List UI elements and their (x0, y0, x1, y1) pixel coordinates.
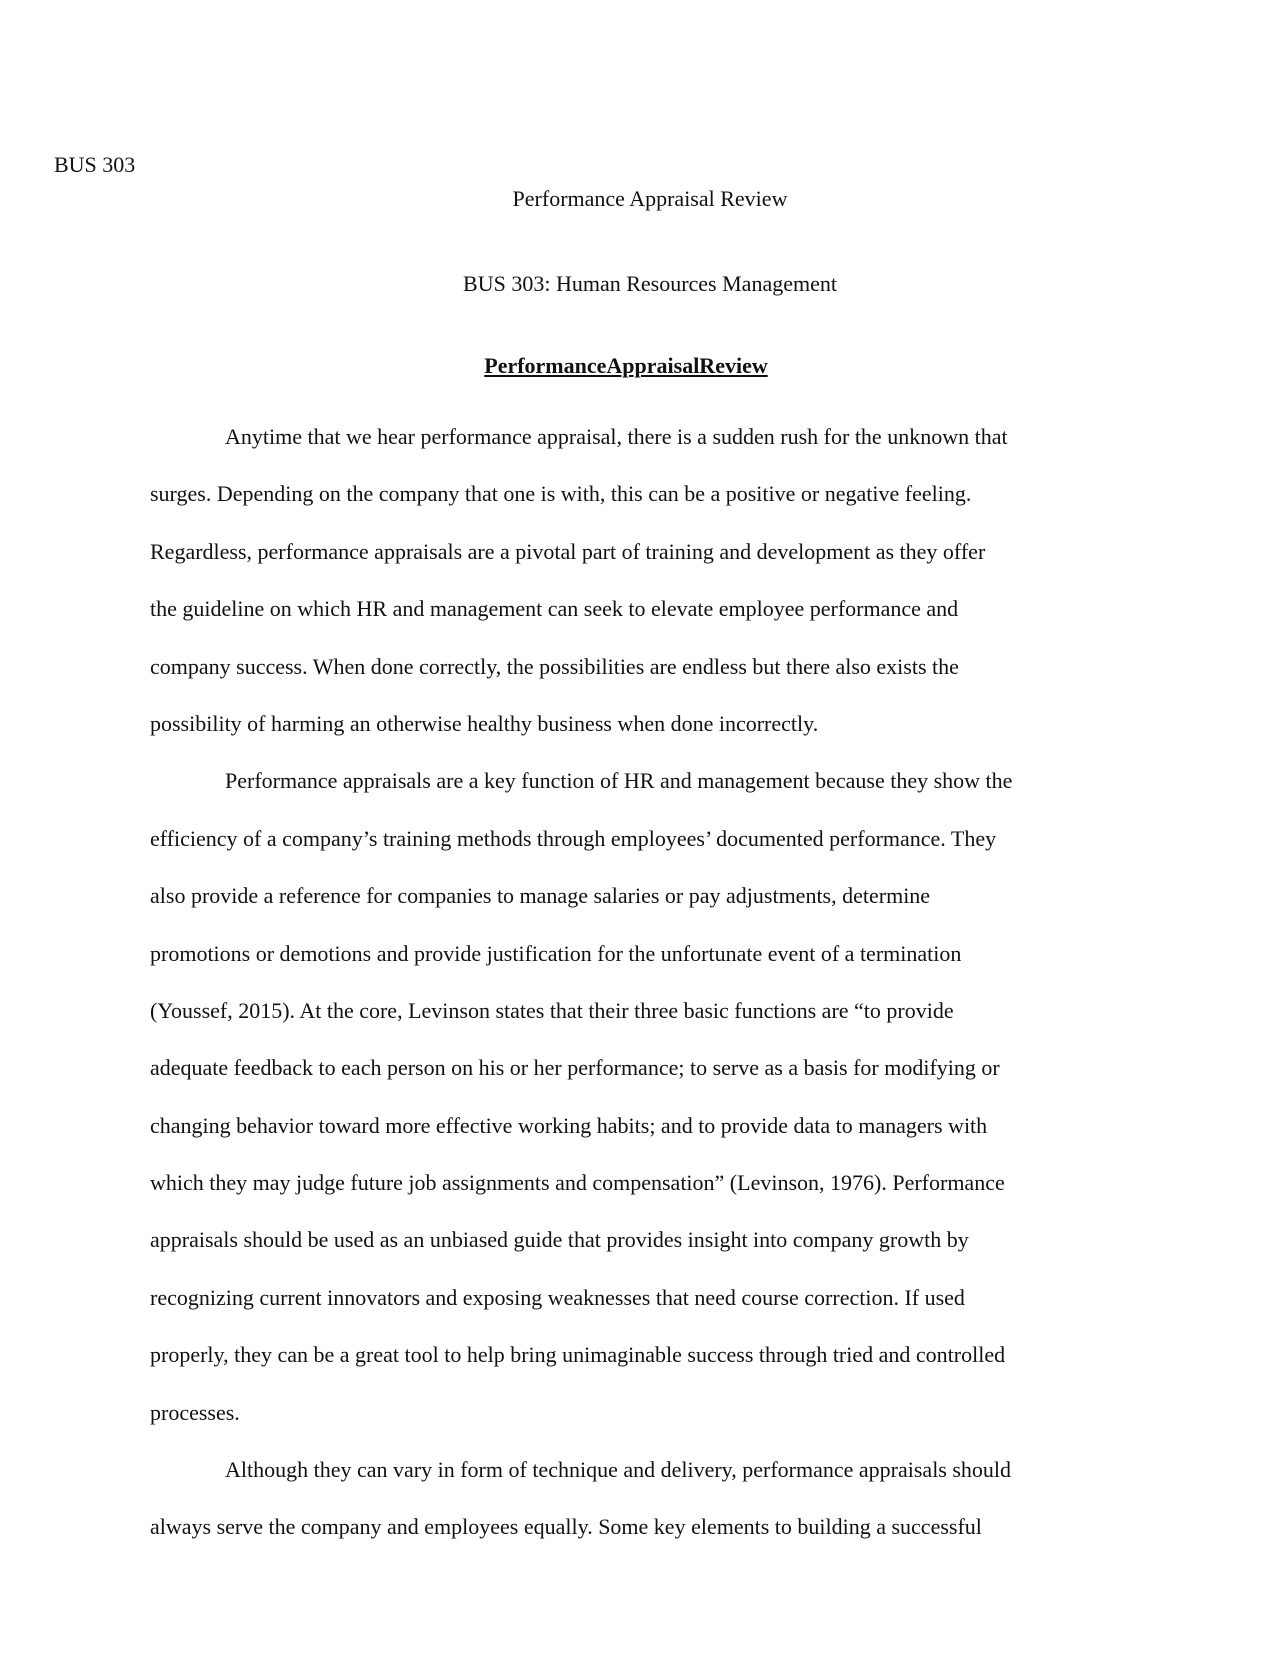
paragraph-3 (150, 1441, 1140, 1556)
paragraph-line: possibility of harming an otherwise healthy business when done incorrectly. (150, 710, 819, 736)
body-text (150, 408, 1140, 1556)
paragraph-line: Regardless, performance appraisals are a pivotal part of training and development as they offer (150, 538, 986, 564)
paragraph-2 (150, 752, 1140, 1441)
paragraph-line: adequate feedback to each person on his or her performance; to serve as a basis for modifying or (150, 1055, 1000, 1081)
section-heading: PerformanceAppraisalReview (484, 353, 768, 378)
paragraph-line: (Youssef, 2015). At the core, Levinson states that their three basic functions are “to provide (150, 997, 954, 1023)
paragraph-line: Performance appraisals are a key function of HR and management because they show the (225, 768, 1013, 794)
course-code-header: BUS 303 (54, 152, 136, 177)
paragraph-line: also provide a reference for companies to manage salaries or pay adjustments, determine (150, 883, 931, 909)
paragraph-line: processes. (150, 1399, 240, 1425)
paragraph-1 (150, 408, 1140, 752)
paragraph-line: company success. When done correctly, the possibilities are endless but there also exists the (150, 653, 959, 679)
paragraph-line: which they may judge future job assignments and compensation” (Levinson, 1976). Performance (150, 1170, 1005, 1196)
paragraph-line: recognizing current innovators and exposing weaknesses that need course correction. If used (150, 1284, 965, 1310)
paragraph-line: Although they can vary in form of technique and delivery, performance appraisals should (225, 1457, 1012, 1483)
paragraph-line: efficiency of a company’s training methods through employees’ documented performance. They (150, 825, 997, 851)
paragraph-line: the guideline on which HR and management can seek to elevate employee performance and (150, 596, 959, 622)
paragraph-line: Anytime that we hear performance appraisal, there is a sudden rush for the unknown that (225, 424, 1008, 449)
paragraph-line: properly, they can be a great tool to help bring unimaginable success through tried and controlled (150, 1342, 1006, 1368)
document-title: Performance Appraisal Review (512, 186, 788, 211)
paragraph-line: surges. Depending on the company that one is with, this can be a positive or negative feeling. (150, 481, 972, 507)
course-title: BUS 303: Human Resources Management (463, 271, 837, 296)
paragraph-line: always serve the company and employees equally. Some key elements to building a successful (150, 1514, 982, 1540)
paragraph-line: appraisals should be used as an unbiased guide that provides insight into company growth by (150, 1227, 969, 1253)
paragraph-line: promotions or demotions and provide justification for the unfortunate event of a termination (150, 940, 962, 966)
paragraph-line: changing behavior toward more effective working habits; and to provide data to managers with (150, 1112, 988, 1138)
